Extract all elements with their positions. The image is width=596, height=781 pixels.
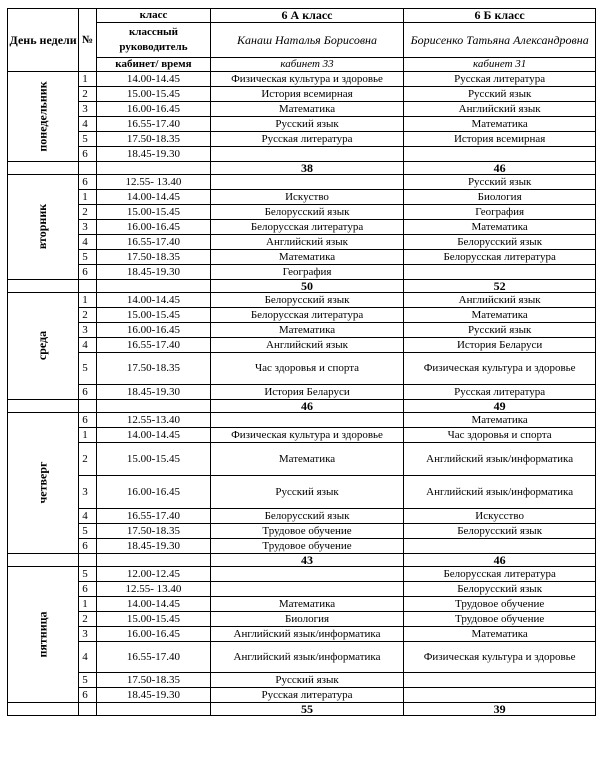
lesson-row <box>8 428 596 443</box>
lesson-number: 3 <box>79 627 97 642</box>
class-a-subject: Физическая культура и здоровье <box>210 72 404 87</box>
lesson-number: 1 <box>79 428 97 443</box>
class-a-subject: Математика <box>210 323 404 338</box>
separator-cell <box>8 280 79 293</box>
class-a-subject <box>210 147 404 162</box>
class-a-subject: Английский язык <box>210 338 404 353</box>
class-a-subject: Русская литература <box>210 688 404 703</box>
class-a-name: 6 А класс <box>210 9 404 23</box>
lesson-row <box>8 612 596 627</box>
lesson-time: 17.50-18.35 <box>97 524 211 539</box>
class-b-total: 52 <box>404 280 596 293</box>
class-b-subject: Биология <box>404 190 596 205</box>
lesson-time: 15.00-15.45 <box>97 205 211 220</box>
class-b-total: 49 <box>404 400 596 413</box>
lesson-row <box>8 688 596 703</box>
schedule-body <box>8 9 596 716</box>
lesson-time: 18.45-19.30 <box>97 147 211 162</box>
lesson-row <box>8 567 596 582</box>
lesson-row <box>8 509 596 524</box>
class-b-total: 46 <box>404 162 596 175</box>
lesson-number: 4 <box>79 509 97 524</box>
lesson-row <box>8 72 596 87</box>
class-b-subject: Английский язык <box>404 293 596 308</box>
class-a-subject: География <box>210 265 404 280</box>
day-name: среда <box>35 330 50 361</box>
day-total-row <box>8 280 596 293</box>
lesson-time: 14.00-14.45 <box>97 428 211 443</box>
day-name-cell <box>8 293 79 400</box>
lesson-row <box>8 582 596 597</box>
lesson-number: 6 <box>79 413 97 428</box>
class-a-teacher: Канаш Наталья Борисовна <box>210 23 404 58</box>
class-a-subject <box>210 413 404 428</box>
class-a-total: 46 <box>210 400 404 413</box>
lesson-time: 16.55-17.40 <box>97 642 211 673</box>
lesson-number: 6 <box>79 175 97 190</box>
class-a-subject <box>210 582 404 597</box>
class-b-name: 6 Б класс <box>404 9 596 23</box>
lesson-number: 6 <box>79 539 97 554</box>
lesson-row <box>8 87 596 102</box>
lesson-row <box>8 443 596 476</box>
separator-cell <box>8 400 79 413</box>
separator-cell <box>8 162 79 175</box>
class-b-total: 46 <box>404 554 596 567</box>
lesson-time: 17.50-18.35 <box>97 250 211 265</box>
lesson-time: 15.00-15.45 <box>97 443 211 476</box>
day-name: вторник <box>35 203 50 250</box>
day-name-cell <box>8 72 79 162</box>
class-a-subject: Белорусский язык <box>210 293 404 308</box>
class-b-subject: Белорусская литература <box>404 250 596 265</box>
lesson-number: 3 <box>79 220 97 235</box>
lesson-number: 2 <box>79 308 97 323</box>
lesson-time: 16.00-16.45 <box>97 102 211 117</box>
teacher-row-label: классный руководитель <box>97 23 211 58</box>
lesson-row <box>8 539 596 554</box>
lesson-number: 6 <box>79 582 97 597</box>
class-a-subject: Биология <box>210 612 404 627</box>
lesson-row <box>8 353 596 385</box>
class-a-subject: Физическая культура и здоровье <box>210 428 404 443</box>
lesson-row <box>8 132 596 147</box>
class-a-subject: Математика <box>210 597 404 612</box>
class-b-subject: Русская литература <box>404 385 596 400</box>
class-a-subject: Трудовое обучение <box>210 539 404 554</box>
class-a-subject: Белорусский язык <box>210 509 404 524</box>
separator-cell <box>97 400 211 413</box>
lesson-row <box>8 293 596 308</box>
separator-cell <box>8 554 79 567</box>
separator-cell <box>8 703 79 716</box>
class-a-subject: Английский язык/информатика <box>210 627 404 642</box>
lesson-number: 4 <box>79 235 97 250</box>
class-b-subject: Физическая культура и здоровье <box>404 353 596 385</box>
class-a-subject <box>210 567 404 582</box>
lesson-row <box>8 190 596 205</box>
class-a-subject: Английский язык/информатика <box>210 642 404 673</box>
lesson-number: 1 <box>79 597 97 612</box>
class-b-subject: Белорусский язык <box>404 524 596 539</box>
lesson-row <box>8 250 596 265</box>
lesson-time: 12.55-13.40 <box>97 413 211 428</box>
lesson-row <box>8 175 596 190</box>
separator-cell <box>97 280 211 293</box>
class-a-total: 50 <box>210 280 404 293</box>
lesson-time: 14.00-14.45 <box>97 293 211 308</box>
day-total-row <box>8 554 596 567</box>
lesson-time: 18.45-19.30 <box>97 265 211 280</box>
lesson-number: 4 <box>79 338 97 353</box>
class-b-subject <box>404 688 596 703</box>
separator-cell <box>79 703 97 716</box>
class-a-subject: История всемирная <box>210 87 404 102</box>
lesson-time: 15.00-15.45 <box>97 308 211 323</box>
class-b-subject <box>404 673 596 688</box>
lesson-row <box>8 597 596 612</box>
lesson-time: 16.55-17.40 <box>97 338 211 353</box>
lesson-time: 14.00-14.45 <box>97 72 211 87</box>
class-a-subject: Математика <box>210 102 404 117</box>
class-a-total: 38 <box>210 162 404 175</box>
class-b-total: 39 <box>404 703 596 716</box>
lesson-number: 6 <box>79 147 97 162</box>
lesson-time: 12.55- 13.40 <box>97 582 211 597</box>
lesson-row <box>8 265 596 280</box>
lesson-row <box>8 524 596 539</box>
class-b-subject <box>404 265 596 280</box>
lesson-number: 3 <box>79 323 97 338</box>
separator-cell <box>79 554 97 567</box>
lesson-row <box>8 102 596 117</box>
lesson-time: 12.55- 13.40 <box>97 175 211 190</box>
lesson-row <box>8 673 596 688</box>
lesson-number: 1 <box>79 190 97 205</box>
class-b-subject: Трудовое обучение <box>404 612 596 627</box>
separator-cell <box>97 554 211 567</box>
class-b-room: кабинет 31 <box>404 58 596 72</box>
lesson-time: 16.00-16.45 <box>97 627 211 642</box>
day-total-row <box>8 162 596 175</box>
header-row-class <box>8 9 596 23</box>
lesson-time: 15.00-15.45 <box>97 612 211 627</box>
day-total-row <box>8 703 596 716</box>
class-b-subject <box>404 539 596 554</box>
lesson-number: 4 <box>79 117 97 132</box>
class-a-subject: Белорусская литература <box>210 220 404 235</box>
day-header: День недели <box>8 9 79 72</box>
lesson-row <box>8 627 596 642</box>
lesson-number: 6 <box>79 265 97 280</box>
lesson-number: 6 <box>79 385 97 400</box>
lesson-time: 16.00-16.45 <box>97 476 211 509</box>
lesson-time: 16.00-16.45 <box>97 220 211 235</box>
lesson-row <box>8 323 596 338</box>
lesson-row <box>8 385 596 400</box>
separator-cell <box>79 162 97 175</box>
class-a-total: 43 <box>210 554 404 567</box>
class-b-subject: География <box>404 205 596 220</box>
class-a-subject: История Беларуси <box>210 385 404 400</box>
separator-cell <box>79 400 97 413</box>
lesson-number: 2 <box>79 87 97 102</box>
day-name-cell <box>8 567 79 703</box>
lesson-row <box>8 308 596 323</box>
lesson-time: 14.00-14.45 <box>97 597 211 612</box>
class-a-subject: Математика <box>210 250 404 265</box>
class-b-subject: История всемирная <box>404 132 596 147</box>
lesson-time: 18.45-19.30 <box>97 385 211 400</box>
header-row-room <box>8 58 596 72</box>
lesson-row <box>8 338 596 353</box>
class-b-subject: Русский язык <box>404 175 596 190</box>
lesson-time: 17.50-18.35 <box>97 353 211 385</box>
class-b-subject: Физическая культура и здоровье <box>404 642 596 673</box>
class-a-subject <box>210 175 404 190</box>
lesson-row <box>8 413 596 428</box>
day-total-row <box>8 400 596 413</box>
class-a-subject: Белорусская литература <box>210 308 404 323</box>
separator-cell <box>97 703 211 716</box>
class-row-label: класс <box>97 9 211 23</box>
lesson-time: 18.45-19.30 <box>97 539 211 554</box>
class-b-subject <box>404 147 596 162</box>
lesson-number: 5 <box>79 567 97 582</box>
class-b-subject: Математика <box>404 308 596 323</box>
class-b-subject: Английский язык/информатика <box>404 443 596 476</box>
lesson-number: 5 <box>79 524 97 539</box>
class-a-subject: Математика <box>210 443 404 476</box>
lesson-number: 1 <box>79 72 97 87</box>
class-b-subject: Русский язык <box>404 323 596 338</box>
class-b-subject: Белорусская литература <box>404 567 596 582</box>
schedule-table <box>7 8 596 716</box>
lesson-time: 18.45-19.30 <box>97 688 211 703</box>
class-b-subject: Час здоровья и спорта <box>404 428 596 443</box>
lesson-row <box>8 220 596 235</box>
class-b-subject: Русская литература <box>404 72 596 87</box>
separator-cell <box>79 280 97 293</box>
lesson-time: 14.00-14.45 <box>97 190 211 205</box>
class-b-subject: Русский язык <box>404 87 596 102</box>
lesson-time: 16.55-17.40 <box>97 235 211 250</box>
day-name-cell <box>8 413 79 554</box>
lesson-row <box>8 476 596 509</box>
class-a-room: кабинет 33 <box>210 58 404 72</box>
day-name: понедельник <box>35 80 50 152</box>
class-b-teacher: Борисенко Татьяна Александровна <box>404 23 596 58</box>
room-time-label: кабинет/ время <box>97 58 211 72</box>
lesson-row <box>8 205 596 220</box>
lesson-number: 3 <box>79 476 97 509</box>
lesson-row <box>8 235 596 250</box>
class-b-subject: Английский язык/информатика <box>404 476 596 509</box>
lesson-number: 2 <box>79 443 97 476</box>
lesson-time: 16.55-17.40 <box>97 117 211 132</box>
class-a-total: 55 <box>210 703 404 716</box>
lesson-time: 17.50-18.35 <box>97 673 211 688</box>
class-a-subject: Искуство <box>210 190 404 205</box>
class-b-subject: Белорусский язык <box>404 582 596 597</box>
lesson-number: 3 <box>79 102 97 117</box>
lesson-number: 5 <box>79 250 97 265</box>
class-b-subject: Английский язык <box>404 102 596 117</box>
separator-cell <box>97 162 211 175</box>
day-name: четверг <box>35 461 50 504</box>
day-name: пятница <box>35 610 50 658</box>
lesson-number: 2 <box>79 205 97 220</box>
class-b-subject: Математика <box>404 413 596 428</box>
class-b-subject: История Беларуси <box>404 338 596 353</box>
day-name-cell <box>8 175 79 280</box>
lesson-number: 5 <box>79 353 97 385</box>
number-header: № <box>79 9 97 72</box>
class-a-subject: Белорусский язык <box>210 205 404 220</box>
class-a-subject: Трудовое обучение <box>210 524 404 539</box>
class-a-subject: Русский язык <box>210 673 404 688</box>
lesson-number: 6 <box>79 688 97 703</box>
lesson-number: 1 <box>79 293 97 308</box>
lesson-row <box>8 147 596 162</box>
class-a-subject: Русский язык <box>210 476 404 509</box>
class-a-subject: Час здоровья и спорта <box>210 353 404 385</box>
lesson-time: 17.50-18.35 <box>97 132 211 147</box>
lesson-row <box>8 642 596 673</box>
lesson-time: 12.00-12.45 <box>97 567 211 582</box>
lesson-time: 16.00-16.45 <box>97 323 211 338</box>
lesson-number: 4 <box>79 642 97 673</box>
class-a-subject: Английский язык <box>210 235 404 250</box>
class-a-subject: Русская литература <box>210 132 404 147</box>
lesson-number: 2 <box>79 612 97 627</box>
lesson-number: 5 <box>79 673 97 688</box>
class-a-subject: Русский язык <box>210 117 404 132</box>
class-b-subject: Искусство <box>404 509 596 524</box>
lesson-number: 5 <box>79 132 97 147</box>
class-b-subject: Белорусский язык <box>404 235 596 250</box>
class-b-subject: Трудовое обучение <box>404 597 596 612</box>
lesson-time: 16.55-17.40 <box>97 509 211 524</box>
class-b-subject: Математика <box>404 220 596 235</box>
class-b-subject: Математика <box>404 117 596 132</box>
class-b-subject: Математика <box>404 627 596 642</box>
lesson-time: 15.00-15.45 <box>97 87 211 102</box>
lesson-row <box>8 117 596 132</box>
